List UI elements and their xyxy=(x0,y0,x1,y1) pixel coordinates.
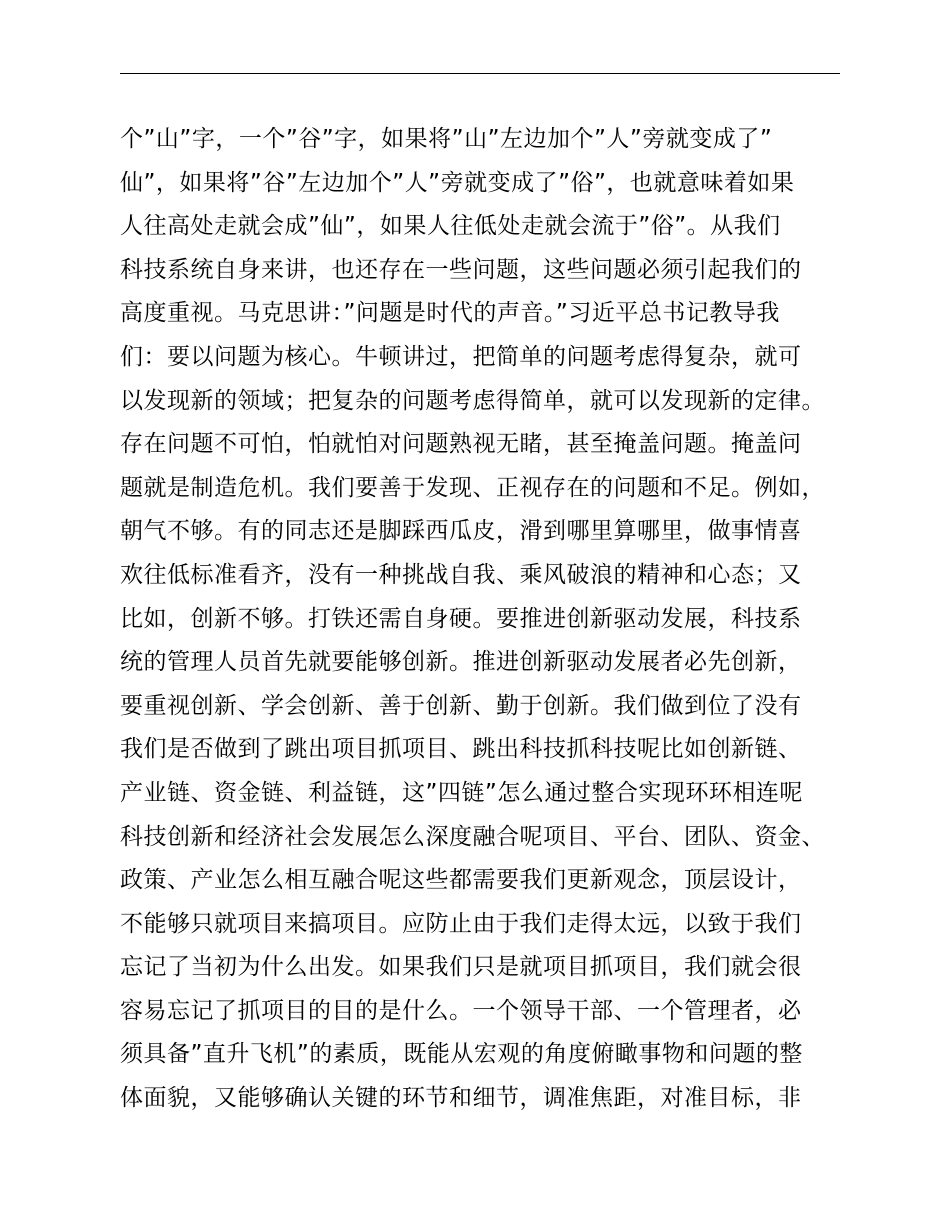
header-rule xyxy=(120,73,840,74)
text-line: 朝气不够。有的同志还是脚踩西瓜皮，滑到哪里算哪里，做事情喜 xyxy=(120,518,802,545)
text-line: 题就是制造危机。我们要善于发现、正视存在的问题和不足。例如， xyxy=(120,474,825,501)
text-line: 欢往低标准看齐，没有一种挑战自我、乘风破浪的精神和心态；又 xyxy=(120,561,802,588)
text-line: 个”山”字，一个”谷”字，如果将”山”左边加个”人”旁就变成了” xyxy=(120,126,773,152)
text-line: 体面貌，又能够确认关键的环节和细节，调准焦距，对准目标，非 xyxy=(120,1085,802,1112)
text-line: 忘记了当初为什么出发。如果我们只是就项目抓项目，我们就会很 xyxy=(120,954,802,981)
text-line: 我们是否做到了跳出项目抓项目、跳出科技抓科技呢比如创新链、 xyxy=(120,736,802,763)
text-line: 统的管理人员首先就要能够创新。推进创新驱动发展者必先创新， xyxy=(120,649,802,676)
text-line: 须具备”直升飞机”的素质，既能从宏观的角度俯瞰事物和问题的整 xyxy=(120,1041,803,1068)
text-line: 政策、产业怎么相互融合呢这些都需要我们更新观念，顶层设计， xyxy=(120,867,802,894)
text-line: 存在问题不可怕，怕就怕对问题熟视无睹，甚至掩盖问题。掩盖问 xyxy=(120,431,802,458)
body-paragraph xyxy=(120,118,880,1121)
text-line: 比如，创新不够。打铁还需自身硬。要推进创新驱动发展，科技系 xyxy=(120,605,802,632)
text-line: 不能够只就项目来搞项目。应防止由于我们走得太远，以致于我们 xyxy=(120,910,802,937)
text-line: 们：要以问题为核心。牛顿讲过，把简单的问题考虑得复杂，就可 xyxy=(120,343,802,370)
text-line: 科技系统自身来讲，也还存在一些问题，这些问题必须引起我们的 xyxy=(120,256,802,283)
text-line: 容易忘记了抓项目的目的是什么。一个领导干部、一个管理者，必 xyxy=(120,997,802,1024)
text-line: 人往高处走就会成”仙”，如果人往低处走就会流于”俗”。从我们 xyxy=(120,213,781,240)
text-line: 科技创新和经济社会发展怎么深度融合呢项目、平台、团队、资金、 xyxy=(120,823,825,850)
text-line: 仙”，如果将”谷”左边加个”人”旁就变成了”俗”，也就意味着如果 xyxy=(120,169,795,196)
text-line: 以发现新的领域；把复杂的问题考虑得简单，就可以发现新的定律。 xyxy=(120,387,825,414)
text-line: 要重视创新、学会创新、善于创新、勤于创新。我们做到位了没有 xyxy=(120,692,802,719)
text-line: 产业链、资金链、利益链，这”四链”怎么通过整合实现环环相连呢 xyxy=(120,779,803,806)
text-line: 高度重视。马克思讲：”问题是时代的声音。”习近平总书记教导我 xyxy=(120,300,780,327)
